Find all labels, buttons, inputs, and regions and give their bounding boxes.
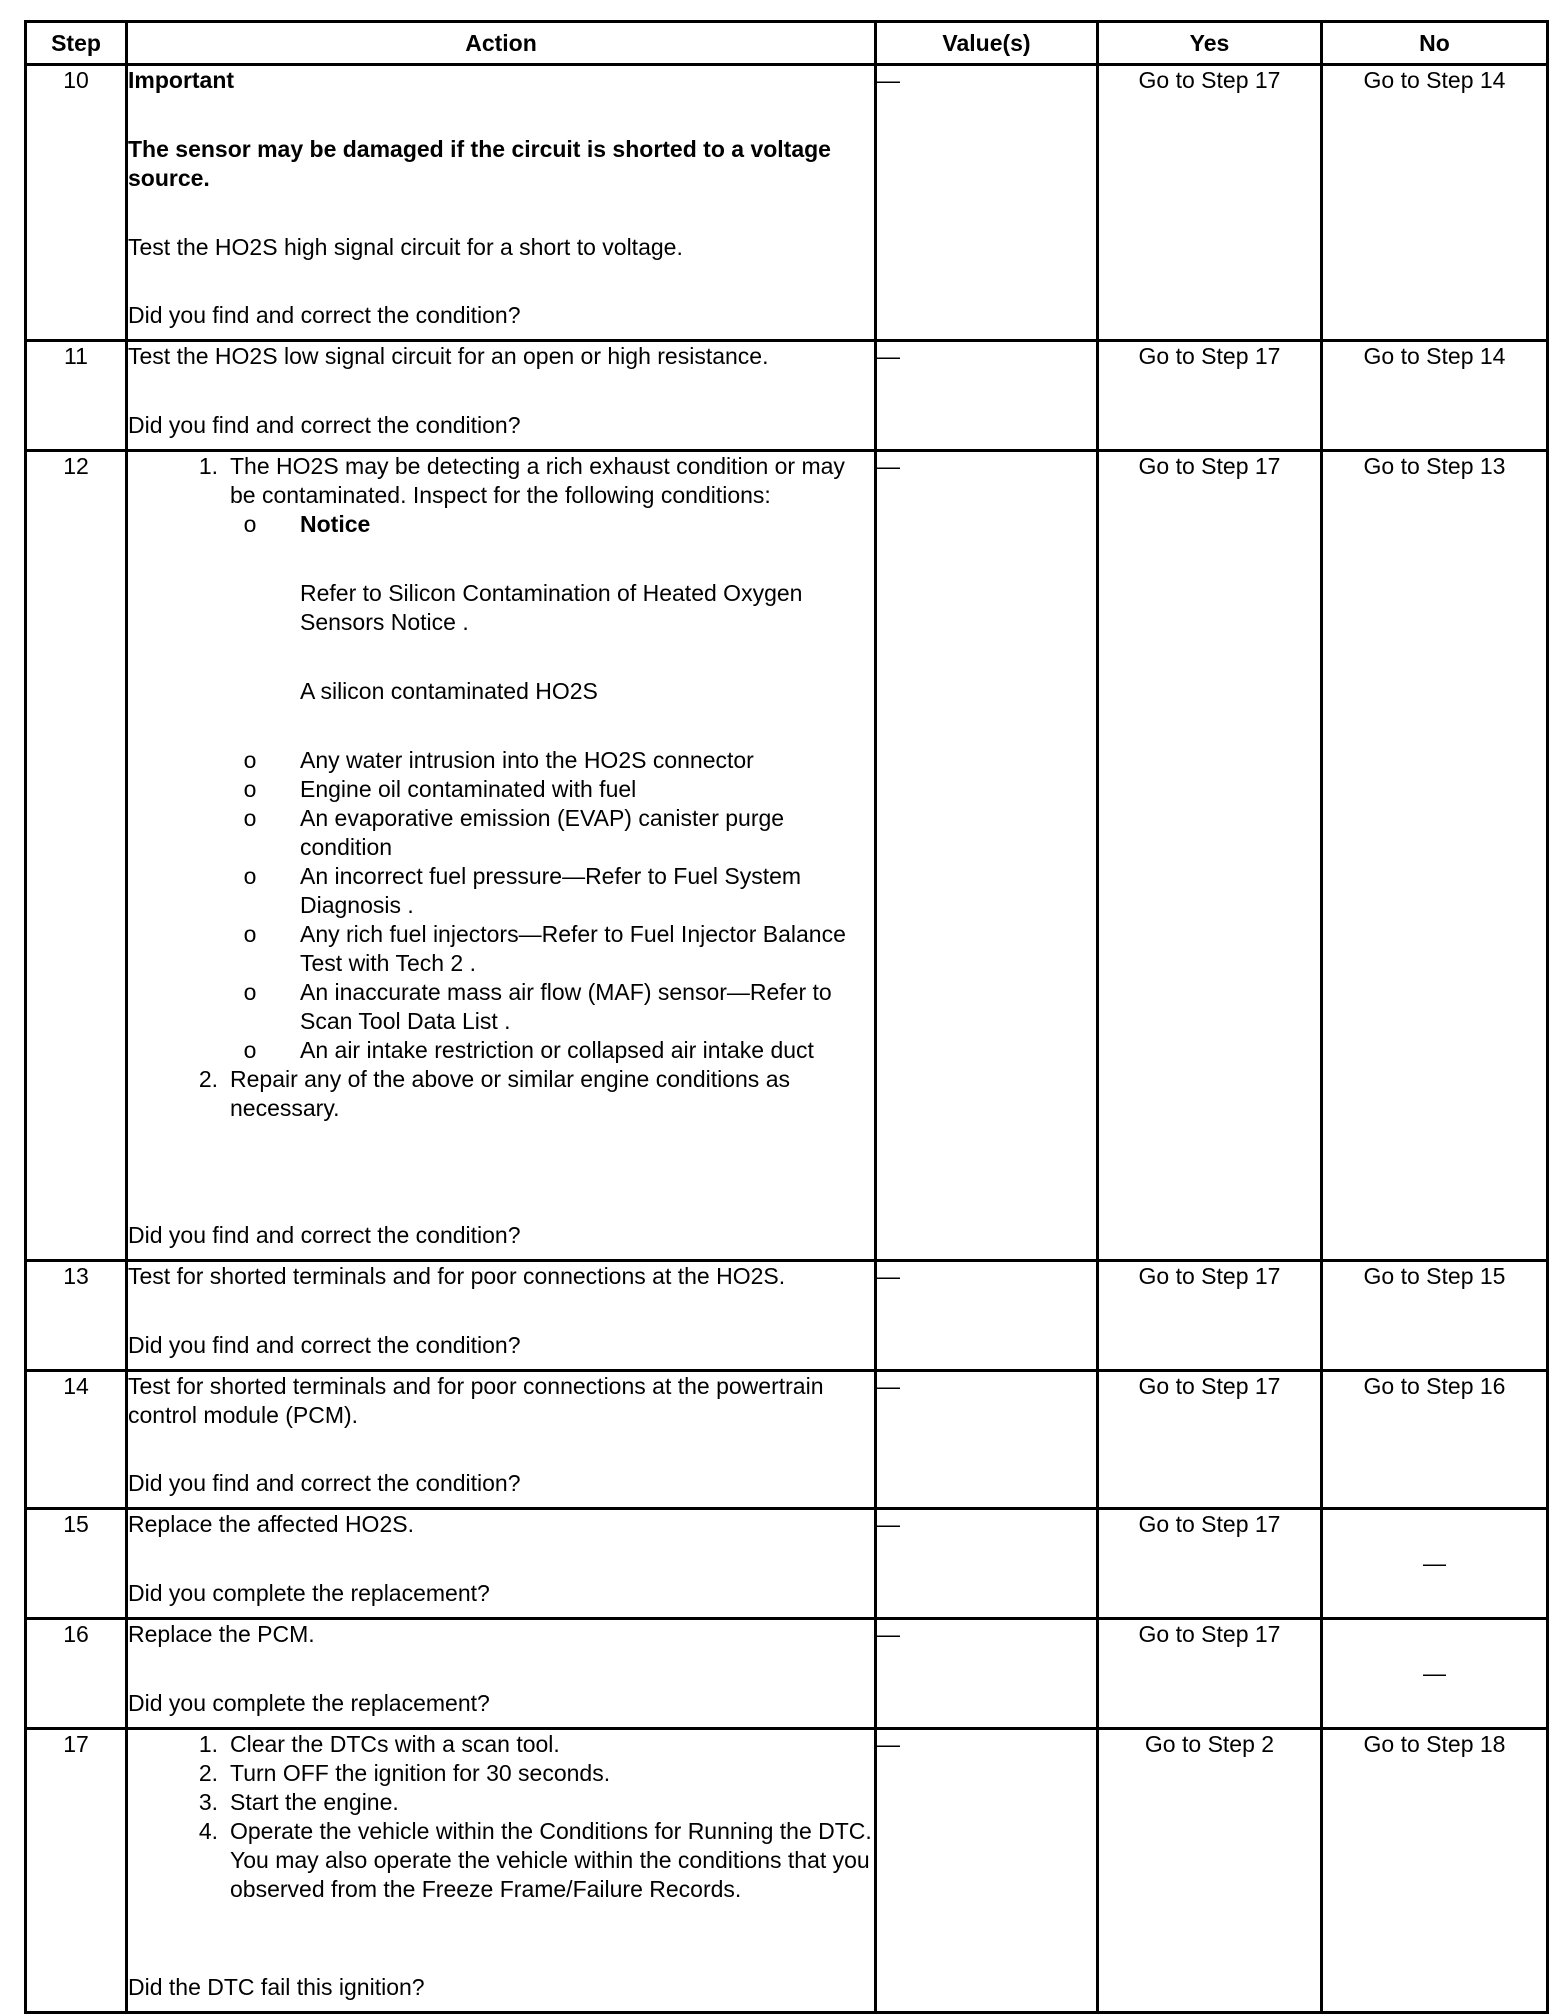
no-cell: Go to Step 18 (1322, 1729, 1548, 2013)
header-yes: Yes (1098, 22, 1322, 65)
no-cell: Go to Step 16 (1322, 1371, 1548, 1509)
bullet-icon: o (243, 747, 257, 773)
table-row-step-12 (26, 451, 1548, 1261)
action-question: Did you find and correct the condition? (128, 1332, 521, 1358)
table-row-step-14 (26, 1371, 1548, 1509)
header-action: Action (127, 22, 876, 65)
value-cell: — (876, 451, 1098, 1261)
bullet-icon: o (243, 805, 257, 831)
list-item (230, 804, 874, 862)
action-question: Did you find and correct the condition? (128, 302, 521, 328)
step-number: 10 (26, 65, 127, 341)
list-text: An inaccurate mass air flow (MAF) sensor—Refer to Scan Tool Data List . (300, 979, 832, 1034)
action-question: Did you complete the replacement? (128, 1690, 490, 1716)
notice-ref: Refer to Silicon Contamination of Heated Oxygen Sensors Notice . (300, 580, 803, 635)
action-cell (127, 1371, 876, 1509)
list-text: Any water intrusion into the HO2S connector (300, 747, 754, 773)
list-text: Turn OFF the ignition for 30 seconds. (230, 1760, 611, 1786)
no-cell: Go to Step 14 (1322, 65, 1548, 341)
list-text: Repair any of the above or similar engine conditions as necessary. (230, 1066, 790, 1121)
yes-cell: Go to Step 17 (1098, 65, 1322, 341)
list-number: 1. (198, 453, 218, 479)
value-cell: — (876, 1371, 1098, 1509)
list-item (230, 510, 874, 746)
yes-cell: Go to Step 17 (1098, 1371, 1322, 1509)
step-number: 13 (26, 1261, 127, 1371)
action-cell (127, 65, 876, 341)
list-item (128, 1065, 874, 1123)
action-question: Did the DTC fail this ignition? (128, 1974, 425, 2000)
value-cell: — (876, 1729, 1098, 2013)
list-text: Engine oil contaminated with fuel (300, 776, 637, 802)
action-text: Test the HO2S low signal circuit for an open or high resistance. (128, 343, 769, 369)
notice-text: A silicon contaminated HO2S (300, 678, 598, 704)
step-number: 15 (26, 1509, 127, 1619)
list-number: 1. (198, 1731, 218, 1757)
list-text: An air intake restriction or collapsed air intake duct (300, 1037, 814, 1063)
list-item (230, 978, 874, 1036)
list-item (230, 920, 874, 978)
no-cell: Go to Step 13 (1322, 451, 1548, 1261)
yes-cell: Go to Step 17 (1098, 1619, 1322, 1729)
step-number: 17 (26, 1729, 127, 2013)
table-row-step-13 (26, 1261, 1548, 1371)
step-number: 11 (26, 341, 127, 451)
action-cell (127, 451, 876, 1261)
bullet-icon: o (243, 921, 257, 947)
action-question: Did you complete the replacement? (128, 1580, 490, 1606)
bullet-icon: o (243, 863, 257, 889)
condition-list (230, 510, 874, 1065)
action-question: Did you find and correct the condition? (128, 1222, 521, 1248)
list-text: Clear the DTCs with a scan tool. (230, 1731, 560, 1757)
action-text: Test for shorted terminals and for poor connections at the powertrain control module (PCM). (128, 1373, 824, 1428)
diagnostic-table (24, 20, 1549, 2014)
no-cell: — (1322, 1619, 1548, 1729)
list-item (128, 1759, 874, 1788)
no-cell: — (1322, 1509, 1548, 1619)
action-text: Replace the PCM. (128, 1621, 315, 1647)
table-row-step-15 (26, 1509, 1548, 1619)
step-number: 14 (26, 1371, 127, 1509)
header-row (26, 22, 1548, 65)
important-label: Important (128, 67, 235, 93)
value-cell: — (876, 1509, 1098, 1619)
action-question: Did you find and correct the condition? (128, 1470, 521, 1496)
list-number: 3. (198, 1789, 218, 1815)
list-number: 4. (198, 1818, 218, 1844)
list-text: Operate the vehicle within the Conditions for Running the DTC. You may also operate the vehicle within the conditions that you observed from the Freeze Frame/Failure Records. (230, 1818, 872, 1902)
bullet-icon: o (243, 979, 257, 1005)
yes-cell: Go to Step 17 (1098, 451, 1322, 1261)
bullet-icon: o (243, 776, 257, 802)
action-cell (127, 1619, 876, 1729)
action-text: Replace the affected HO2S. (128, 1511, 414, 1537)
yes-cell: Go to Step 17 (1098, 341, 1322, 451)
no-cell: Go to Step 14 (1322, 341, 1548, 451)
list-item (128, 452, 874, 1065)
list-item (230, 862, 874, 920)
yes-cell: Go to Step 17 (1098, 1509, 1322, 1619)
notice-label: Notice (300, 511, 371, 537)
table-row-step-16 (26, 1619, 1548, 1729)
list-item (230, 1036, 874, 1065)
value-cell: — (876, 341, 1098, 451)
table-row-step-17 (26, 1729, 1548, 2013)
table-row-step-11 (26, 341, 1548, 451)
list-number: 2. (198, 1066, 218, 1092)
header-values: Value(s) (876, 22, 1098, 65)
value-cell: — (876, 65, 1098, 341)
table-row-step-10 (26, 65, 1548, 341)
warning-text: The sensor may be damaged if the circuit is shorted to a voltage source. (128, 136, 831, 191)
header-step: Step (26, 22, 127, 65)
numbered-list (128, 452, 874, 1123)
list-text: Start the engine. (230, 1789, 399, 1815)
action-cell (127, 1729, 876, 2013)
list-number: 2. (198, 1760, 218, 1786)
bullet-icon: o (243, 511, 257, 537)
value-cell: — (876, 1261, 1098, 1371)
bullet-icon: o (243, 1037, 257, 1063)
list-item (230, 775, 874, 804)
list-item (230, 746, 874, 775)
action-cell (127, 1261, 876, 1371)
action-cell (127, 1509, 876, 1619)
list-text: An evaporative emission (EVAP) canister purge condition (300, 805, 785, 860)
header-no: No (1322, 22, 1548, 65)
step-number: 16 (26, 1619, 127, 1729)
action-cell (127, 341, 876, 451)
list-item (128, 1817, 874, 1904)
value-cell: — (876, 1619, 1098, 1729)
step-number: 12 (26, 451, 127, 1261)
yes-cell: Go to Step 17 (1098, 1261, 1322, 1371)
list-text: An incorrect fuel pressure—Refer to Fuel System Diagnosis . (300, 863, 802, 918)
list-text: The HO2S may be detecting a rich exhaust condition or may be contaminated. Inspect for the following conditions: (230, 453, 845, 508)
list-item (128, 1788, 874, 1817)
list-text: Any rich fuel injectors—Refer to Fuel Injector Balance Test with Tech 2 . (300, 921, 846, 976)
action-text: Test for shorted terminals and for poor connections at the HO2S. (128, 1263, 786, 1289)
yes-cell: Go to Step 2 (1098, 1729, 1322, 2013)
list-item (128, 1730, 874, 1759)
action-text: Test the HO2S high signal circuit for a short to voltage. (128, 234, 683, 260)
no-cell: Go to Step 15 (1322, 1261, 1548, 1371)
numbered-list (128, 1730, 874, 1904)
action-question: Did you find and correct the condition? (128, 412, 521, 438)
